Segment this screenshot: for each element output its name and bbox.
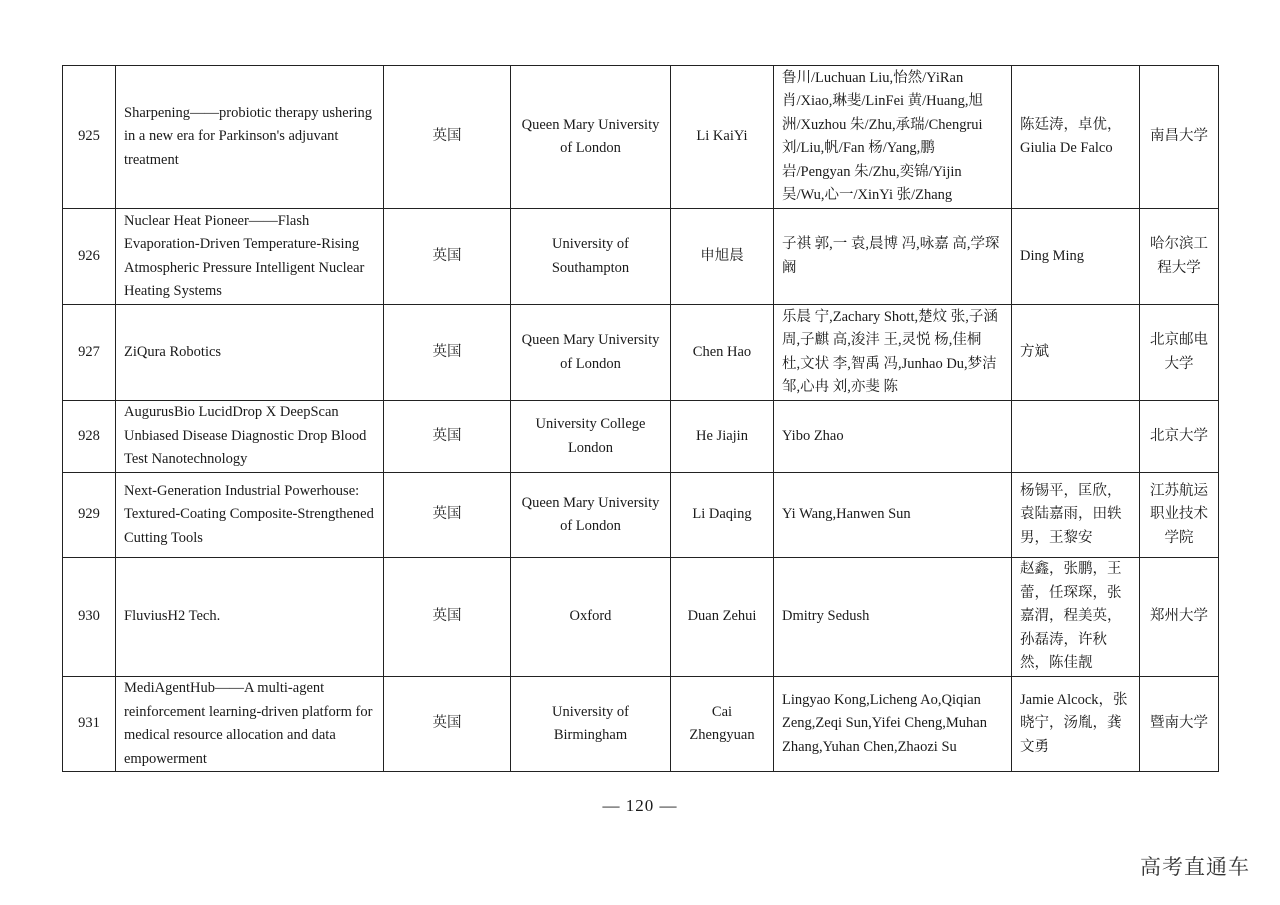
school: Queen Mary University of London bbox=[511, 305, 671, 401]
advisor: 杨锡平，匡欣，袁陆嘉雨，田轶男，王黎安 bbox=[1012, 473, 1140, 558]
school: University College London bbox=[511, 401, 671, 473]
team-leader: Cai Zhengyuan bbox=[671, 677, 774, 772]
advisor bbox=[1012, 401, 1140, 473]
project-title: AugurusBio LucidDrop X DeepScan Unbiased Disease Diagnostic Drop Blood Test Nanotechnology bbox=[116, 401, 384, 473]
table-row bbox=[63, 558, 1219, 677]
page-number: — 120 — bbox=[602, 796, 678, 815]
row-number: 931 bbox=[63, 677, 116, 772]
team-leader: Chen Hao bbox=[671, 305, 774, 401]
team-members: Lingyao Kong,Licheng Ao,Qiqian Zeng,Zeqi Sun,Yifei Cheng,Muhan Zhang,Yuhan Chen,Zhaozi Su bbox=[774, 677, 1012, 772]
university: 北京大学 bbox=[1140, 401, 1219, 473]
school: Oxford bbox=[511, 558, 671, 677]
university: 江苏航运职业技术学院 bbox=[1140, 473, 1219, 558]
table-row bbox=[63, 677, 1219, 772]
country: 英国 bbox=[384, 558, 511, 677]
university: 郑州大学 bbox=[1140, 558, 1219, 677]
advisor: 方斌 bbox=[1012, 305, 1140, 401]
table-row bbox=[63, 401, 1219, 473]
team-leader: Li KaiYi bbox=[671, 66, 774, 209]
school: Queen Mary University of London bbox=[511, 66, 671, 209]
row-number: 925 bbox=[63, 66, 116, 209]
country: 英国 bbox=[384, 473, 511, 558]
team-members: 鲁川/Luchuan Liu,怡然/YiRan 肖/Xiao,琳斐/LinFei 黄/Huang,旭洲/Xuzhou 朱/Zhu,承瑞/Chengrui 刘/Liu,帆/Fan 杨/Yang,鹏岩/Pengyan 朱/Zhu,奕锦/Yijin 吴/Wu,心一/XinYi 张/Zhang bbox=[774, 66, 1012, 209]
country: 英国 bbox=[384, 209, 511, 305]
row-number: 928 bbox=[63, 401, 116, 473]
project-title: ZiQura Robotics bbox=[116, 305, 384, 401]
team-leader: 申旭晨 bbox=[671, 209, 774, 305]
advisor: Ding Ming bbox=[1012, 209, 1140, 305]
team-members: 乐晨 宁,Zachary Shott,楚炆 张,子涵 周,子麒 高,浚沣 王,灵悦 杨,佳桐 杜,文状 李,智禹 冯,Junhao Du,梦洁 邹,心冉 刘,亦斐 陈 bbox=[774, 305, 1012, 401]
country: 英国 bbox=[384, 401, 511, 473]
row-number: 929 bbox=[63, 473, 116, 558]
project-title: FluviusH2 Tech. bbox=[116, 558, 384, 677]
table-row bbox=[63, 305, 1219, 401]
university: 南昌大学 bbox=[1140, 66, 1219, 209]
university: 北京邮电大学 bbox=[1140, 305, 1219, 401]
school: University of Southampton bbox=[511, 209, 671, 305]
table-row bbox=[63, 209, 1219, 305]
school: Queen Mary University of London bbox=[511, 473, 671, 558]
university: 暨南大学 bbox=[1140, 677, 1219, 772]
team-members: 子祺 郭,一 袁,晨博 冯,咏嘉 高,学琛 阚 bbox=[774, 209, 1012, 305]
row-number: 926 bbox=[63, 209, 116, 305]
team-members: Yi Wang,Hanwen Sun bbox=[774, 473, 1012, 558]
table-row bbox=[63, 473, 1219, 558]
watermark-logo-text: 高考直通车 bbox=[1140, 855, 1250, 879]
school: University of Birmingham bbox=[511, 677, 671, 772]
project-title: Nuclear Heat Pioneer——Flash Evaporation-Driven Temperature-Rising Atmospheric Pressure Intelligent Nuclear Heating Systems bbox=[116, 209, 384, 305]
table-row bbox=[63, 66, 1219, 209]
project-title: Sharpening——probiotic therapy ushering in a new era for Parkinson's adjuvant treatment bbox=[116, 66, 384, 209]
country: 英国 bbox=[384, 677, 511, 772]
university: 哈尔滨工程大学 bbox=[1140, 209, 1219, 305]
project-title: Next-Generation Industrial Powerhouse: Textured-Coating Composite-Strengthened Cutting Tools bbox=[116, 473, 384, 558]
country: 英国 bbox=[384, 305, 511, 401]
advisor: 赵鑫，张鹏，王蕾，任琛琛，张嘉渭，程美英，孙磊涛，许秋然，陈佳靓 bbox=[1012, 558, 1140, 677]
project-title: MediAgentHub——A multi-agent reinforcement learning-driven platform for medical resource allocation and data empowerment bbox=[116, 677, 384, 772]
row-number: 930 bbox=[63, 558, 116, 677]
team-members: Yibo Zhao bbox=[774, 401, 1012, 473]
advisor: 陈廷涛，卓优，Giulia De Falco bbox=[1012, 66, 1140, 209]
row-number: 927 bbox=[63, 305, 116, 401]
country: 英国 bbox=[384, 66, 511, 209]
team-leader: Duan Zehui bbox=[671, 558, 774, 677]
team-leader: He Jiajin bbox=[671, 401, 774, 473]
award-table bbox=[62, 65, 1219, 772]
advisor: Jamie Alcock，张晓宁，汤胤，龚文勇 bbox=[1012, 677, 1140, 772]
team-members: Dmitry Sedush bbox=[774, 558, 1012, 677]
team-leader: Li Daqing bbox=[671, 473, 774, 558]
